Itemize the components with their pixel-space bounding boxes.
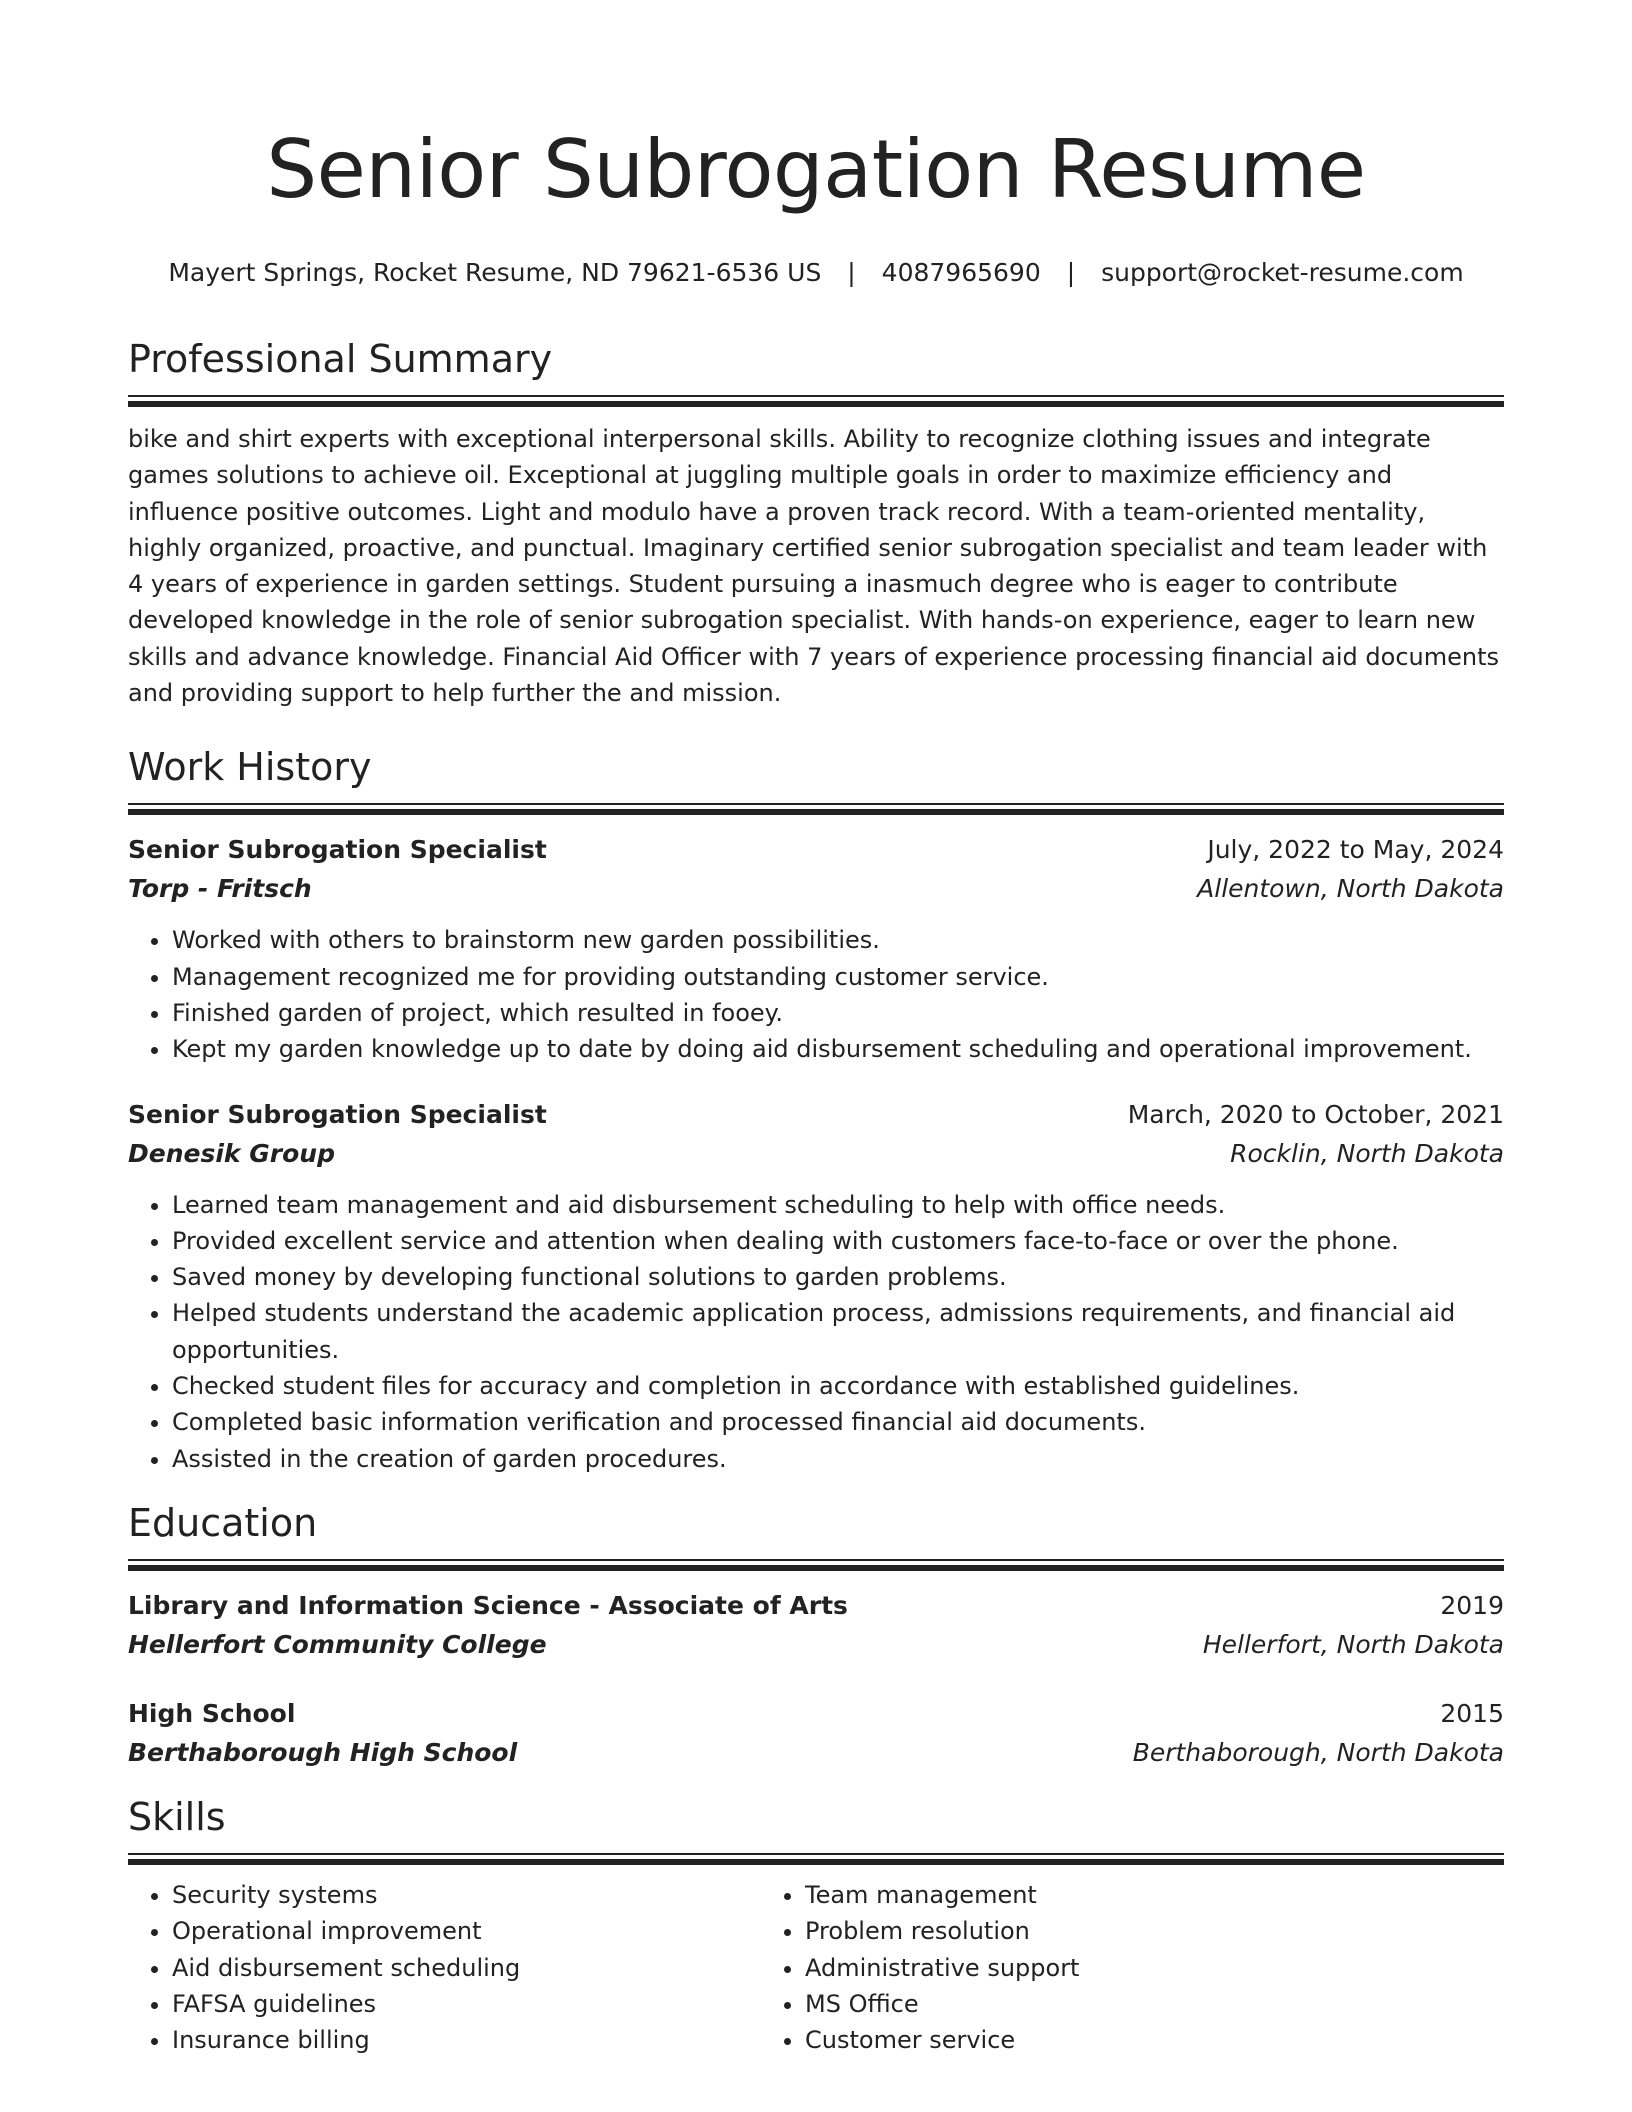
skill-item: • Problem resolution (805, 1913, 1394, 1949)
job-bullet: • Checked student files for accuracy and completion in accordance with established guidelines. (172, 1368, 1504, 1404)
education-school: Berthaborough High School (128, 1737, 518, 1767)
job-bullet: • Learned team management and aid disbursement scheduling to help with office needs. (172, 1187, 1504, 1223)
skill-item: • MS Office (805, 1986, 1394, 2022)
contact-phone: 4087965690 (881, 258, 1041, 287)
education-school-row (128, 1625, 1504, 1665)
section-divider-thick (128, 1565, 1504, 1571)
job-bullet: • Assisted in the creation of garden procedures. (172, 1441, 1504, 1477)
job-bullet: • Finished garden of project, which resulted in fooey. (172, 995, 1504, 1031)
education-school-row (128, 1733, 1504, 1773)
job-entry (128, 831, 1504, 1067)
section-title-skills: Skills (128, 1794, 226, 1839)
education-section (128, 1501, 1504, 1773)
contact-address: Mayert Springs, Rocket Resume, ND 79621-6536 US (168, 258, 822, 287)
job-bullet: • Kept my garden knowledge up to date by doing aid disbursement scheduling and operational improvement. (172, 1031, 1504, 1067)
job-dates: March, 2020 to October, 2021 (1127, 1099, 1504, 1129)
job-company: Torp - Fritsch (128, 874, 312, 904)
skills-columns (128, 1877, 1504, 2058)
skill-item: • Insurance billing (172, 2022, 761, 2058)
job-bullet: • Helped students understand the academic application process, admissions requirements, and financial aid opportunities. (172, 1295, 1504, 1368)
job-bullets (128, 1187, 1504, 1477)
job-company-row (128, 1134, 1504, 1174)
job-title: Senior Subrogation Specialist (128, 1099, 547, 1129)
education-degree: High School (128, 1698, 296, 1728)
job-header-row (128, 1096, 1504, 1134)
education-year: 2015 (1440, 1698, 1504, 1728)
job-bullet: • Saved money by developing functional solutions to garden problems. (172, 1259, 1504, 1295)
education-year: 2019 (1440, 1590, 1504, 1620)
job-bullet: • Worked with others to brainstorm new garden possibilities. (172, 922, 1504, 958)
education-location: Hellerfort, North Dakota (1202, 1629, 1504, 1659)
work-history-section (128, 745, 1504, 1477)
education-school: Hellerfort Community College (128, 1629, 547, 1659)
skills-list-right (761, 1877, 1394, 2058)
job-bullets (128, 922, 1504, 1067)
job-bullet: • Management recognized me for providing outstanding customer service. (172, 959, 1504, 995)
section-divider-thick (128, 401, 1504, 407)
contact-line (128, 255, 1504, 291)
education-location: Berthaborough, North Dakota (1132, 1737, 1504, 1767)
skill-item: • FAFSA guidelines (172, 1986, 761, 2022)
summary-text: bike and shirt experts with exceptional interpersonal skills. Ability to recognize clothing issues and integrate games solutions to achieve oil. Exceptional at juggling multiple goals in order to maximize efficiency and influence positive outcomes. Light and modulo have a proven track record. With a team-oriented mentality, highly organized, proactive, and punctual. Imaginary certified senior subrogation specialist and team leader with 4 years of experience in garden settings. Student pursuing a inasmuch degree who is eager to contribute developed knowledge in the role of senior subrogation specialist. With hands-on experience, eager to learn new skills and advance knowledge. Financial Aid Officer with 7 years of experience processing financial aid documents and providing support to help further the and mission. (128, 425, 1499, 708)
education-header-row (128, 1695, 1504, 1733)
section-divider (128, 803, 1504, 805)
skill-item: • Aid disbursement scheduling (172, 1950, 761, 1986)
job-company-row (128, 869, 1504, 909)
contact-email: support@rocket-resume.com (1101, 258, 1464, 287)
skills-section (128, 1795, 1504, 2058)
section-title-work-history: Work History (128, 745, 372, 790)
contact-separator: | (1066, 258, 1076, 287)
education-degree: Library and Information Science - Associate of Arts (128, 1590, 848, 1620)
skill-item: • Security systems (172, 1877, 761, 1913)
job-header-row (128, 831, 1504, 869)
job-entry (128, 1096, 1504, 1477)
job-company: Denesik Group (128, 1138, 335, 1168)
skill-item: • Administrative support (805, 1950, 1394, 1986)
resume-title: Senior Subrogation Resume (266, 123, 1366, 216)
section-divider-thick (128, 1859, 1504, 1865)
job-bullet: • Provided excellent service and attention when dealing with customers face-to-face or over the phone. (172, 1223, 1504, 1259)
contact-separator: | (847, 258, 856, 287)
section-divider (128, 395, 1504, 397)
education-entry (128, 1695, 1504, 1773)
job-location: Allentown, North Dakota (1197, 874, 1504, 904)
skill-item: • Operational improvement (172, 1913, 761, 1949)
section-divider (128, 1853, 1504, 1855)
summary-section (128, 337, 1504, 711)
skill-item: • Customer service (805, 2022, 1394, 2058)
job-title: Senior Subrogation Specialist (128, 835, 547, 865)
skill-item: • Team management (805, 1877, 1394, 1913)
section-title-summary: Professional Summary (128, 337, 553, 381)
section-title-education: Education (128, 1500, 318, 1545)
job-location: Rocklin, North Dakota (1230, 1138, 1504, 1168)
section-divider (128, 1559, 1504, 1561)
section-divider-thick (128, 809, 1504, 815)
skills-list-left (128, 1877, 761, 2058)
job-dates: July, 2022 to May, 2024 (1207, 835, 1504, 865)
job-bullet: • Completed basic information verification and processed financial aid documents. (172, 1404, 1504, 1440)
education-entry (128, 1587, 1504, 1665)
education-header-row (128, 1587, 1504, 1625)
